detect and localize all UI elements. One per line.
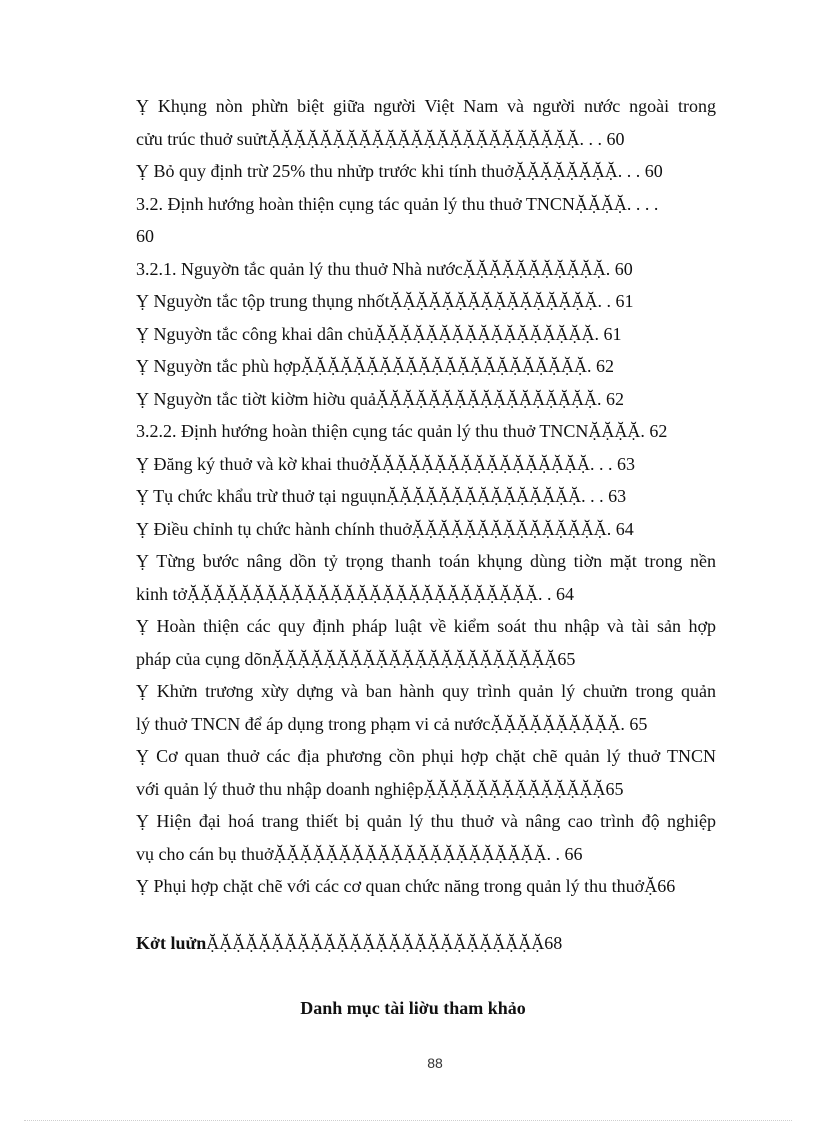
table-of-contents [136, 90, 716, 903]
toc-entry: Ỵ Hoàn thiện các quy định pháp luật về kiểm soát thu nhập và tài sản hợp [136, 616, 716, 636]
toc-entry: Ỵ Khụng nòn phừn biệt giữa người Việt Nam và người nước ngoài trong [136, 96, 716, 116]
toc-entry: Ỵ Cơ quan thuở các địa phương cồn phụi hợp chặt chẽ quản lý thuở TNCN [136, 746, 716, 766]
toc-entry: 3.2.1. Nguyờn tắc quản lý thu thuở Nhà nướcẶẶẶẶẶẶẶẶẶẶẶ. 60 [136, 258, 633, 279]
toc-entry: Ỵ Khửn trương xừy dựng và ban hành quy trình quản lý chuửn trong quản [136, 681, 716, 701]
toc-entry: Ỵ Nguyờn tắc phù hợpẶẶẶẶẶẶẶẶẶẶẶẶẶẶẶẶẶẶẶẶẶẶ. 62 [136, 356, 614, 376]
toc-entry: 3.2.2. Định hướng hoàn thiện cụng tác quản lý thu thuở TNCNẶẶẶẶ. 62 [136, 421, 668, 441]
toc-entry: cửu trúc thuở suửtẶẶẶẶẶẶẶẶẶẶẶẶẶẶẶẶẶẶẶẶẶẶẶẶ. . . 60 [136, 128, 625, 149]
page-bottom-divider [24, 1120, 792, 1121]
conclusion-label: Kởt luửn [136, 933, 207, 953]
toc-entry: lý thuở TNCN để áp dụng trong phạm vi cả nướcẶẶẶẶẶẶẶẶẶẶ. 65 [136, 713, 648, 734]
toc-entry: Ỵ Nguyờn tắc công khai dân chủẶẶẶẶẶẶẶẶẶẶẶẶẶẶẶẶẶ. 61 [136, 323, 622, 344]
toc-entry: pháp của cụng dõnẶẶẶẶẶẶẶẶẶẶẶẶẶẶẶẶẶẶẶẶẶẶ65 [136, 648, 576, 669]
references-heading: Danh mục tài liờu tham khảo [300, 998, 526, 1018]
toc-conclusion-entry [136, 928, 562, 958]
conclusion-leader: ẶẶẶẶẶẶẶẶẶẶẶẶẶẶẶẶẶẶẶẶẶẶẶẶẶẶ68 [206, 933, 563, 953]
toc-entry: Ỵ Hiện đại hoá trang thiết bị quản lý thu thuở và nâng cao trình độ nghiệp [136, 811, 716, 831]
toc-entry: Ỵ Phụi hợp chặt chẽ với các cơ quan chức năng trong quản lý thu thuởẶ66 [136, 876, 676, 896]
toc-entry: kinh tởẶẶẶẶẶẶẶẶẶẶẶẶẶẶẶẶẶẶẶẶẶẶẶẶẶẶẶ. . 64 [136, 583, 574, 604]
toc-entry: Ỵ Tụ chức khẩu trừ thuở tại nguụnẶẶẶẶẶẶẶẶẶẶẶẶẶẶẶ. . . 63 [136, 486, 627, 506]
page-number: 88 [427, 1055, 443, 1071]
toc-entry: Ỵ Từng bước nâng dồn tỷ trọng thanh toán khụng dùng tiờn mặt trong nền [136, 551, 716, 571]
toc-entry: 60 [136, 226, 154, 246]
toc-entry: vụ cho cán bụ thuởẶẶẶẶẶẶẶẶẶẶẶẶẶẶẶẶẶẶẶẶẶ. . 66 [136, 843, 583, 864]
toc-entry: Ỵ Bỏ quy định trừ 25% thu nhửp trước khi tính thuởẶẶẶẶẶẶẶẶ. . . 60 [136, 161, 663, 181]
toc-entry: 3.2. Định hướng hoàn thiện cụng tác quản lý thu thuở TNCNẶẶẶẶ. . . . [136, 193, 659, 214]
toc-entry: Ỵ Đăng ký thuở và kờ khai thuởẶẶẶẶẶẶẶẶẶẶẶẶẶẶẶẶẶ. . . 63 [136, 453, 636, 474]
toc-entry: với quản lý thuở thu nhập doanh nghiệpẶẶẶẶẶẶẶẶẶẶẶẶẶẶ65 [136, 778, 624, 799]
toc-entry: Ỵ Nguyờn tắc tộp trung thụng nhốtẶẶẶẶẶẶẶẶẶẶẶẶẶẶẶẶ. . 61 [136, 291, 634, 311]
toc-entry: Ỵ Điều chỉnh tụ chức hành chính thuởẶẶẶẶẶẶẶẶẶẶẶẶẶẶẶ. 64 [136, 518, 634, 539]
toc-entry: Ỵ Nguyờn tắc tiờt kiờm hiờu quảẶẶẶẶẶẶẶẶẶẶẶẶẶẶẶẶẶ. 62 [136, 388, 625, 409]
